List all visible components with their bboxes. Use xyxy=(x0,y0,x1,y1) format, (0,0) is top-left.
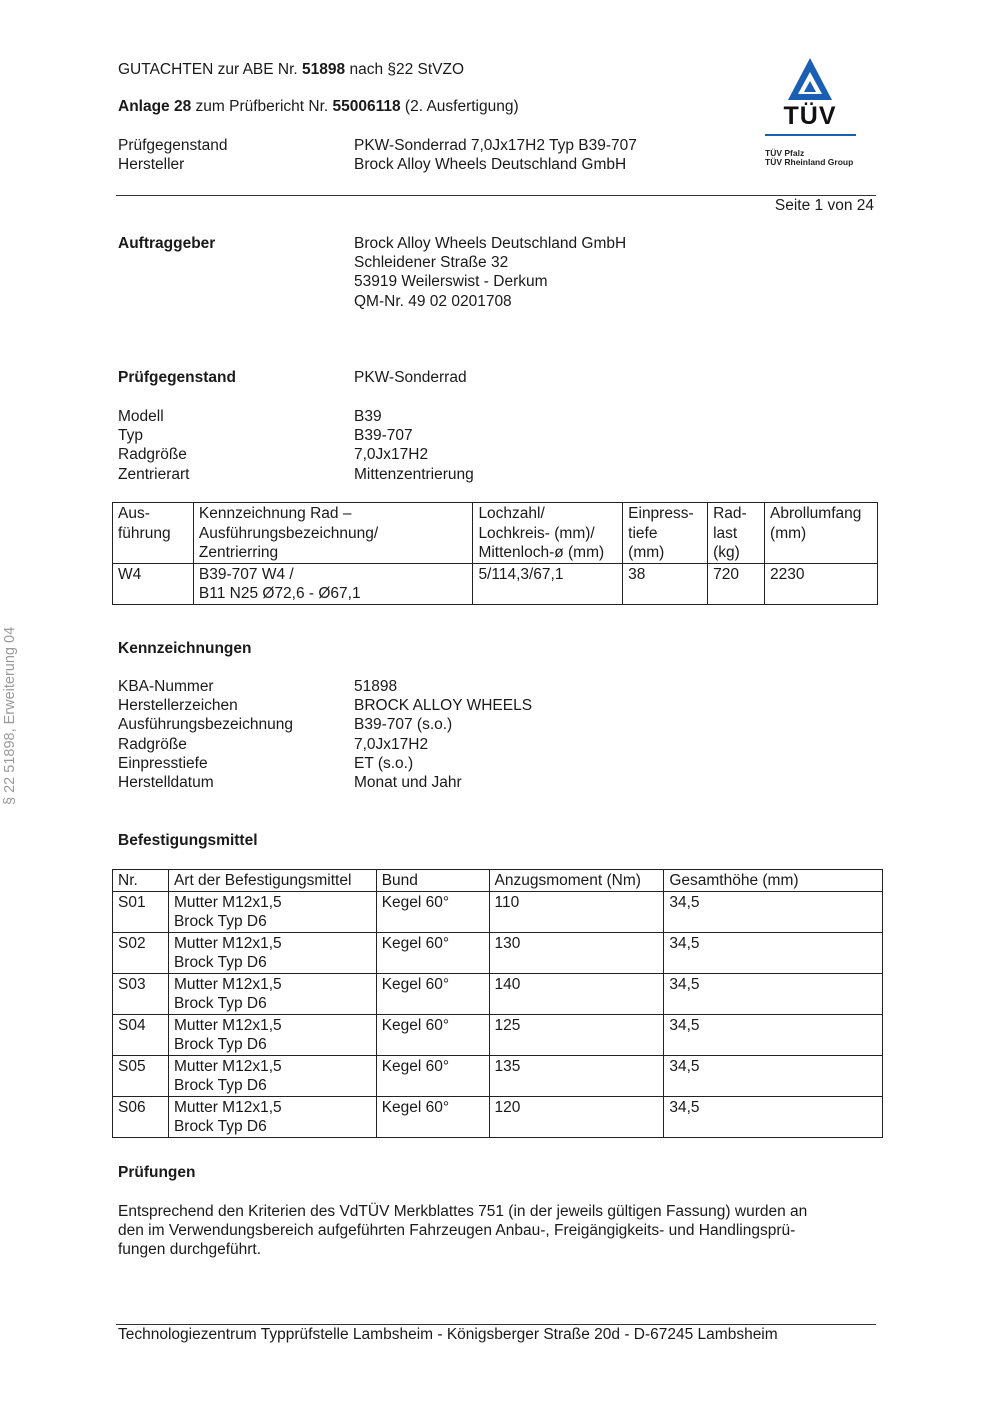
header-pg-label: Prüfgegenstand xyxy=(118,137,228,154)
rad-header-cell: Einpress- tiefe (mm) xyxy=(623,503,708,564)
rad-cell: 38 xyxy=(623,563,708,604)
side-reference: § 22 51898, Erweiterung 04 xyxy=(2,626,18,805)
bef-hoehe: 34,5 xyxy=(664,1014,883,1055)
befestigung-title: Befestigungsmittel xyxy=(118,832,258,849)
befestigung-header xyxy=(113,870,883,892)
bef-art: Mutter M12x1,5 Brock Typ D6 xyxy=(168,1055,376,1096)
pg-label: Modell xyxy=(118,408,164,425)
auftraggeber-label: Auftraggeber xyxy=(118,235,216,252)
tuev-logo-sub2: TÜV Rheinland Group xyxy=(765,157,854,167)
bef-bund: Kegel 60° xyxy=(376,1055,489,1096)
header-title: GUTACHTEN zur ABE Nr. 51898 nach §22 StVZO xyxy=(118,61,465,78)
rad-cell: W4 xyxy=(113,563,194,604)
kz-label: Herstellerzeichen xyxy=(118,697,238,715)
tuev-logo-sub1: TÜV Pfalz xyxy=(765,148,805,158)
kennzeichnungen-labels xyxy=(118,677,293,792)
bef-art: Mutter M12x1,5 Brock Typ D6 xyxy=(168,973,376,1014)
paragraph-line: den im Verwendungsbereich aufgeführten Fahrzeugen Anbau-, Freigängigkeits- und Handlingsprü- xyxy=(118,1222,796,1240)
pg-value: Mittenzentrierung xyxy=(354,465,474,483)
tuev-logo-word: TÜV xyxy=(783,102,837,130)
kz-label: Radgröße xyxy=(118,735,187,753)
pg-value: 7,0Jx17H2 xyxy=(354,446,429,464)
kz-value: 7,0Jx17H2 xyxy=(354,735,429,753)
address-line: Brock Alloy Wheels Deutschland GmbH xyxy=(354,235,627,252)
bef-moment: 135 xyxy=(489,1055,664,1096)
header-anlage: Anlage 28 zum Prüfbericht Nr. 55006118 (2. Ausfertigung) xyxy=(118,98,519,115)
paragraph-line: fungen durchgeführt. xyxy=(118,1241,262,1259)
bef-art: Mutter M12x1,5 Brock Typ D6 xyxy=(168,932,376,973)
bef-bund: Kegel 60° xyxy=(376,1096,489,1137)
bef-nr: S06 xyxy=(113,1096,169,1137)
auftraggeber-address xyxy=(354,234,626,311)
kz-label: Einpresstiefe xyxy=(118,754,208,772)
pruefgegenstand-labels xyxy=(118,407,190,484)
tuev-logo xyxy=(760,56,860,172)
rad-cell: 5/114,3/67,1 xyxy=(473,563,623,604)
page-number: Seite 1 von 24 xyxy=(774,197,874,214)
kz-value: B39-707 (s.o.) xyxy=(354,716,453,734)
rad-cell: B39-707 W4 / B11 N25 Ø72,6 - Ø67,1 xyxy=(193,563,473,604)
rad-header-cell: Aus- führung xyxy=(113,503,194,564)
header-hersteller-value: Brock Alloy Wheels Deutschland GmbH xyxy=(354,156,627,173)
bef-hoehe: 34,5 xyxy=(664,932,883,973)
table-row xyxy=(113,932,883,973)
kz-label: KBA-Nummer xyxy=(118,678,214,695)
rad-table-header xyxy=(113,503,878,564)
pg-label: Zentrierart xyxy=(118,465,190,483)
header-hersteller-label: Hersteller xyxy=(118,156,185,173)
bef-header-cell: Anzugsmoment (Nm) xyxy=(489,870,664,892)
rad-header-cell: Lochzahl/ Lochkreis- (mm)/ Mittenloch-ø (mm) xyxy=(473,503,623,564)
table-row xyxy=(113,563,878,604)
address-line: QM-Nr. 49 02 0201708 xyxy=(354,292,512,310)
table-row xyxy=(113,1014,883,1055)
bef-hoehe: 34,5 xyxy=(664,891,883,932)
rad-cell: 720 xyxy=(708,563,765,604)
address-line: 53919 Weilerswist - Derkum xyxy=(354,273,548,291)
pg-value: B39-707 xyxy=(354,427,413,445)
table-row xyxy=(113,1055,883,1096)
bef-moment: 125 xyxy=(489,1014,664,1055)
bef-art: Mutter M12x1,5 Brock Typ D6 xyxy=(168,891,376,932)
rad-header-cell: Abrollumfang (mm) xyxy=(765,503,878,564)
bef-header-cell: Gesamthöhe (mm) xyxy=(664,870,883,892)
pg-label: Radgröße xyxy=(118,446,187,464)
bef-header-cell: Art der Befestigungsmittel xyxy=(168,870,376,892)
rad-header-cell: Rad- last (kg) xyxy=(708,503,765,564)
bef-moment: 110 xyxy=(489,891,664,932)
kz-value: 51898 xyxy=(354,678,398,695)
table-row xyxy=(113,1096,883,1137)
bef-moment: 130 xyxy=(489,932,664,973)
bef-hoehe: 34,5 xyxy=(664,1055,883,1096)
kz-value: Monat und Jahr xyxy=(354,773,462,791)
pruefgegenstand-values xyxy=(354,407,474,484)
pruefungen-title: Prüfungen xyxy=(118,1164,196,1181)
pruefgegenstand-value: PKW-Sonderrad xyxy=(354,369,467,386)
bef-hoehe: 34,5 xyxy=(664,973,883,1014)
tuev-triangle-icon xyxy=(760,56,860,106)
kz-label: Ausführungsbezeichnung xyxy=(118,716,293,734)
kz-label: Herstelldatum xyxy=(118,773,214,791)
rad-cell: 2230 xyxy=(765,563,878,604)
kennzeichnungen-title: Kennzeichnungen xyxy=(118,640,252,657)
bef-bund: Kegel 60° xyxy=(376,1014,489,1055)
table-row xyxy=(113,891,883,932)
bef-nr: S05 xyxy=(113,1055,169,1096)
kz-value: BROCK ALLOY WHEELS xyxy=(354,697,533,715)
logo-rule xyxy=(765,134,856,136)
bef-header-cell: Bund xyxy=(376,870,489,892)
pruefgegenstand-label: Prüfgegenstand xyxy=(118,369,236,386)
bef-bund: Kegel 60° xyxy=(376,973,489,1014)
bef-nr: S04 xyxy=(113,1014,169,1055)
bef-hoehe: 34,5 xyxy=(664,1096,883,1137)
kz-value: ET (s.o.) xyxy=(354,754,414,772)
paragraph-line: Entsprechend den Kriterien des VdTÜV Merkblattes 751 (in der jeweils gültigen Fassung) wurden an xyxy=(118,1203,808,1220)
bef-bund: Kegel 60° xyxy=(376,932,489,973)
bef-nr: S02 xyxy=(113,932,169,973)
rad-header-cell: Kennzeichnung Rad – Ausführungsbezeichnung/ Zentrierring xyxy=(193,503,473,564)
header-pg-value: PKW-Sonderrad 7,0Jx17H2 Typ B39-707 xyxy=(354,137,637,154)
bef-header-cell: Nr. xyxy=(113,870,169,892)
rad-table xyxy=(112,502,878,605)
pg-label: Typ xyxy=(118,427,143,445)
bef-moment: 120 xyxy=(489,1096,664,1137)
footer-address: Technologiezentrum Typprüfstelle Lambsheim - Königsberger Straße 20d - D-67245 Lambsheim xyxy=(118,1326,778,1343)
bef-art: Mutter M12x1,5 Brock Typ D6 xyxy=(168,1014,376,1055)
bef-moment: 140 xyxy=(489,973,664,1014)
address-line: Schleidener Straße 32 xyxy=(354,254,509,272)
pruefungen-paragraph xyxy=(118,1202,807,1260)
bef-bund: Kegel 60° xyxy=(376,891,489,932)
befestigung-table xyxy=(112,869,883,1138)
kennzeichnungen-values xyxy=(354,677,532,792)
bef-art: Mutter M12x1,5 Brock Typ D6 xyxy=(168,1096,376,1137)
bef-nr: S03 xyxy=(113,973,169,1014)
bef-nr: S01 xyxy=(113,891,169,932)
pg-value: B39 xyxy=(354,408,382,425)
table-row xyxy=(113,973,883,1014)
header-rule xyxy=(116,195,876,196)
